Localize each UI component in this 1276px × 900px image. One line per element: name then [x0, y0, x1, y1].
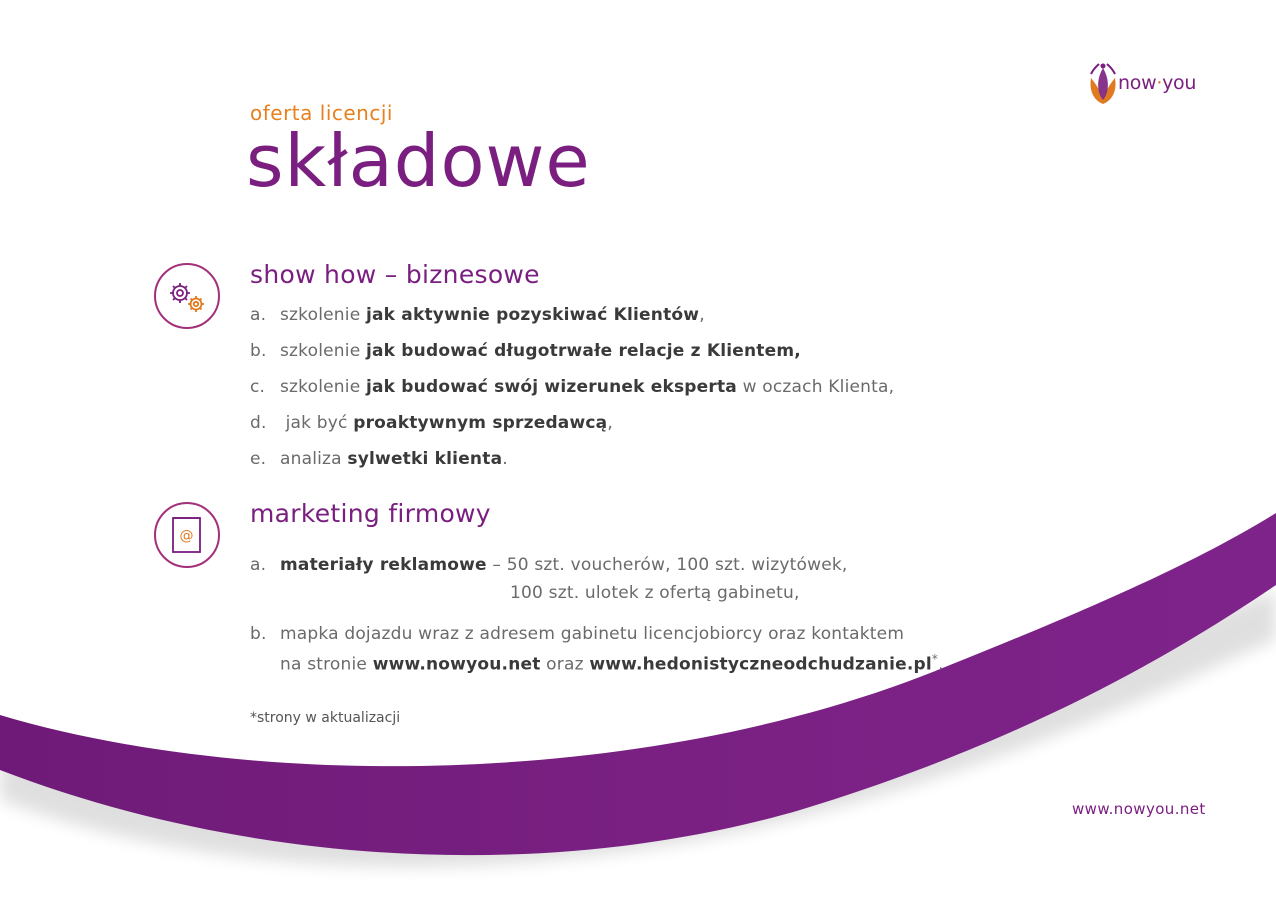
link-hedonistyczne[interactable]: www.hedonistyczneodchudzanie.pl	[589, 654, 932, 675]
gears-icon	[154, 263, 220, 329]
lotus-logo-icon	[1088, 60, 1118, 106]
footer-url[interactable]: www.nowyou.net	[1072, 800, 1206, 818]
list-item: b. szkolenie jak budować długotrwałe relacje z Klientem,	[250, 341, 801, 361]
logo-wordmark: now·you	[1118, 72, 1197, 94]
section-title-show-how: show how – biznesowe	[250, 260, 540, 289]
list-item: a. materiały reklamowe – 50 szt. voucherów, 100 szt. wizytówek,	[250, 555, 848, 575]
svg-text:@: @	[179, 528, 194, 544]
brand-logo	[1088, 60, 1200, 106]
page-kicker: oferta licencji	[250, 101, 393, 125]
list-item: a. szkolenie jak aktywnie pozyskiwać Klientów,	[250, 305, 705, 325]
list-item: b. mapka dojazdu wraz z adresem gabinetu licencjobiorcy oraz kontaktem	[250, 624, 905, 644]
list-item: c. szkolenie jak budować swój wizerunek eksperta w oczach Klienta,	[250, 377, 895, 397]
footnote: *strony w aktualizacji	[250, 710, 401, 726]
at-document-icon	[154, 502, 220, 568]
list-item: e. analiza sylwetki klienta.	[250, 449, 508, 469]
page-title: składowe	[246, 119, 591, 203]
list-item-continuation: na stronie www.nowyou.net oraz www.hedonistyczneodchudzanie.pl*.	[280, 652, 944, 675]
list-item: d. jak być proaktywnym sprzedawcą,	[250, 413, 613, 433]
link-nowyou[interactable]: www.nowyou.net	[372, 654, 541, 675]
section-title-marketing: marketing firmowy	[250, 499, 491, 528]
list-item-continuation: 100 szt. ulotek z ofertą gabinetu,	[510, 583, 800, 603]
